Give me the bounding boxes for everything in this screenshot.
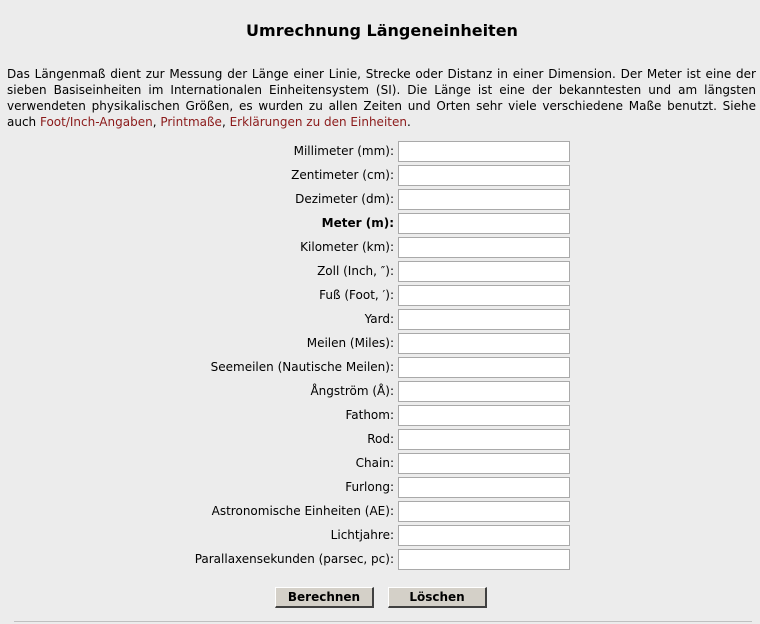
unit-row [0,381,760,405]
chain-input[interactable] [398,453,570,474]
footer-divider [14,621,752,622]
unit-row [0,261,760,285]
unit-row [0,213,760,237]
calculate-button[interactable]: Berechnen [275,587,374,608]
unit-label: Chain: [355,456,394,470]
unit-label: Astronomische Einheiten (AE): [211,504,394,518]
link-separator: , [221,115,230,129]
unit-label: Meilen (Miles): [306,336,394,350]
unit-label: Kilometer (km): [300,240,394,254]
meilen-miles-input[interactable] [398,333,570,354]
unit-label: Millimeter (mm): [293,144,394,158]
unit-label: Yard: [364,312,394,326]
link-foot-inch[interactable]: Foot/Inch-Angaben [39,115,153,129]
unit-label: Zentimeter (cm): [291,168,394,182]
clear-button[interactable]: Löschen [388,587,487,608]
intro-end: . [406,115,411,129]
unit-row [0,141,760,165]
rod-input[interactable] [398,429,570,450]
unit-row [0,165,760,189]
unit-label: Meter (m): [321,216,394,230]
intro-text: Das Längenmaß dient zur Messung der Länge einer Linie, Strecke oder Distanz in einer Dimension. Der Meter ist eine der sieben Basiseinheiten im Internationalen Einheitensystem (SI). Die Länge ist eine der bekanntesten und am längsten verwendeten physikalischen Größen, es wurden zu allen Zeiten und Orten sehr viele verschiedene Maße benutzt. Siehe auch [7,67,756,129]
zentimeter-cm-input[interactable] [398,165,570,186]
unit-row [0,333,760,357]
unit-label: Parallaxensekunden (parsec, pc): [194,552,394,566]
unit-row [0,453,760,477]
dezimeter-dm-input[interactable] [398,189,570,210]
link-printmasse[interactable]: Printmaße [160,115,222,129]
meter-m-input[interactable] [398,213,570,234]
link-separator: , [152,115,161,129]
zoll-inch-input[interactable] [398,261,570,282]
unit-row [0,429,760,453]
ngstr-m-input[interactable] [398,381,570,402]
fathom-input[interactable] [398,405,570,426]
unit-label: Dezimeter (dm): [295,192,394,206]
unit-row [0,501,760,525]
seemeilen-nautische-meilen-input[interactable] [398,357,570,378]
lichtjahre-input[interactable] [398,525,570,546]
unit-row [0,357,760,381]
unit-row [0,477,760,501]
unit-label: Lichtjahre: [330,528,394,542]
kilometer-km-input[interactable] [398,237,570,258]
millimeter-mm-input[interactable] [398,141,570,162]
unit-row [0,309,760,333]
unit-label: Rod: [367,432,394,446]
unit-row [0,237,760,261]
unit-label: Fathom: [345,408,394,422]
furlong-input[interactable] [398,477,570,498]
unit-row [0,549,760,573]
unit-row [0,405,760,429]
unit-label: Ångström (Å): [310,384,394,398]
unit-row [0,189,760,213]
page-title: Umrechnung Längeneinheiten [246,21,518,40]
link-erklaerungen[interactable]: Erklärungen zu den Einheiten [229,115,407,129]
fu-foot-input[interactable] [398,285,570,306]
unit-label: Furlong: [345,480,394,494]
unit-label: Zoll (Inch, ″): [317,264,394,278]
unit-row [0,525,760,549]
unit-label: Fuß (Foot, ′): [319,288,394,302]
astronomische-einheiten-ae-input[interactable] [398,501,570,522]
yard-input[interactable] [398,309,570,330]
parallaxensekunden-parsec-pc-input[interactable] [398,549,570,570]
intro-paragraph [7,66,756,130]
unit-label: Seemeilen (Nautische Meilen): [210,360,394,374]
unit-row [0,285,760,309]
